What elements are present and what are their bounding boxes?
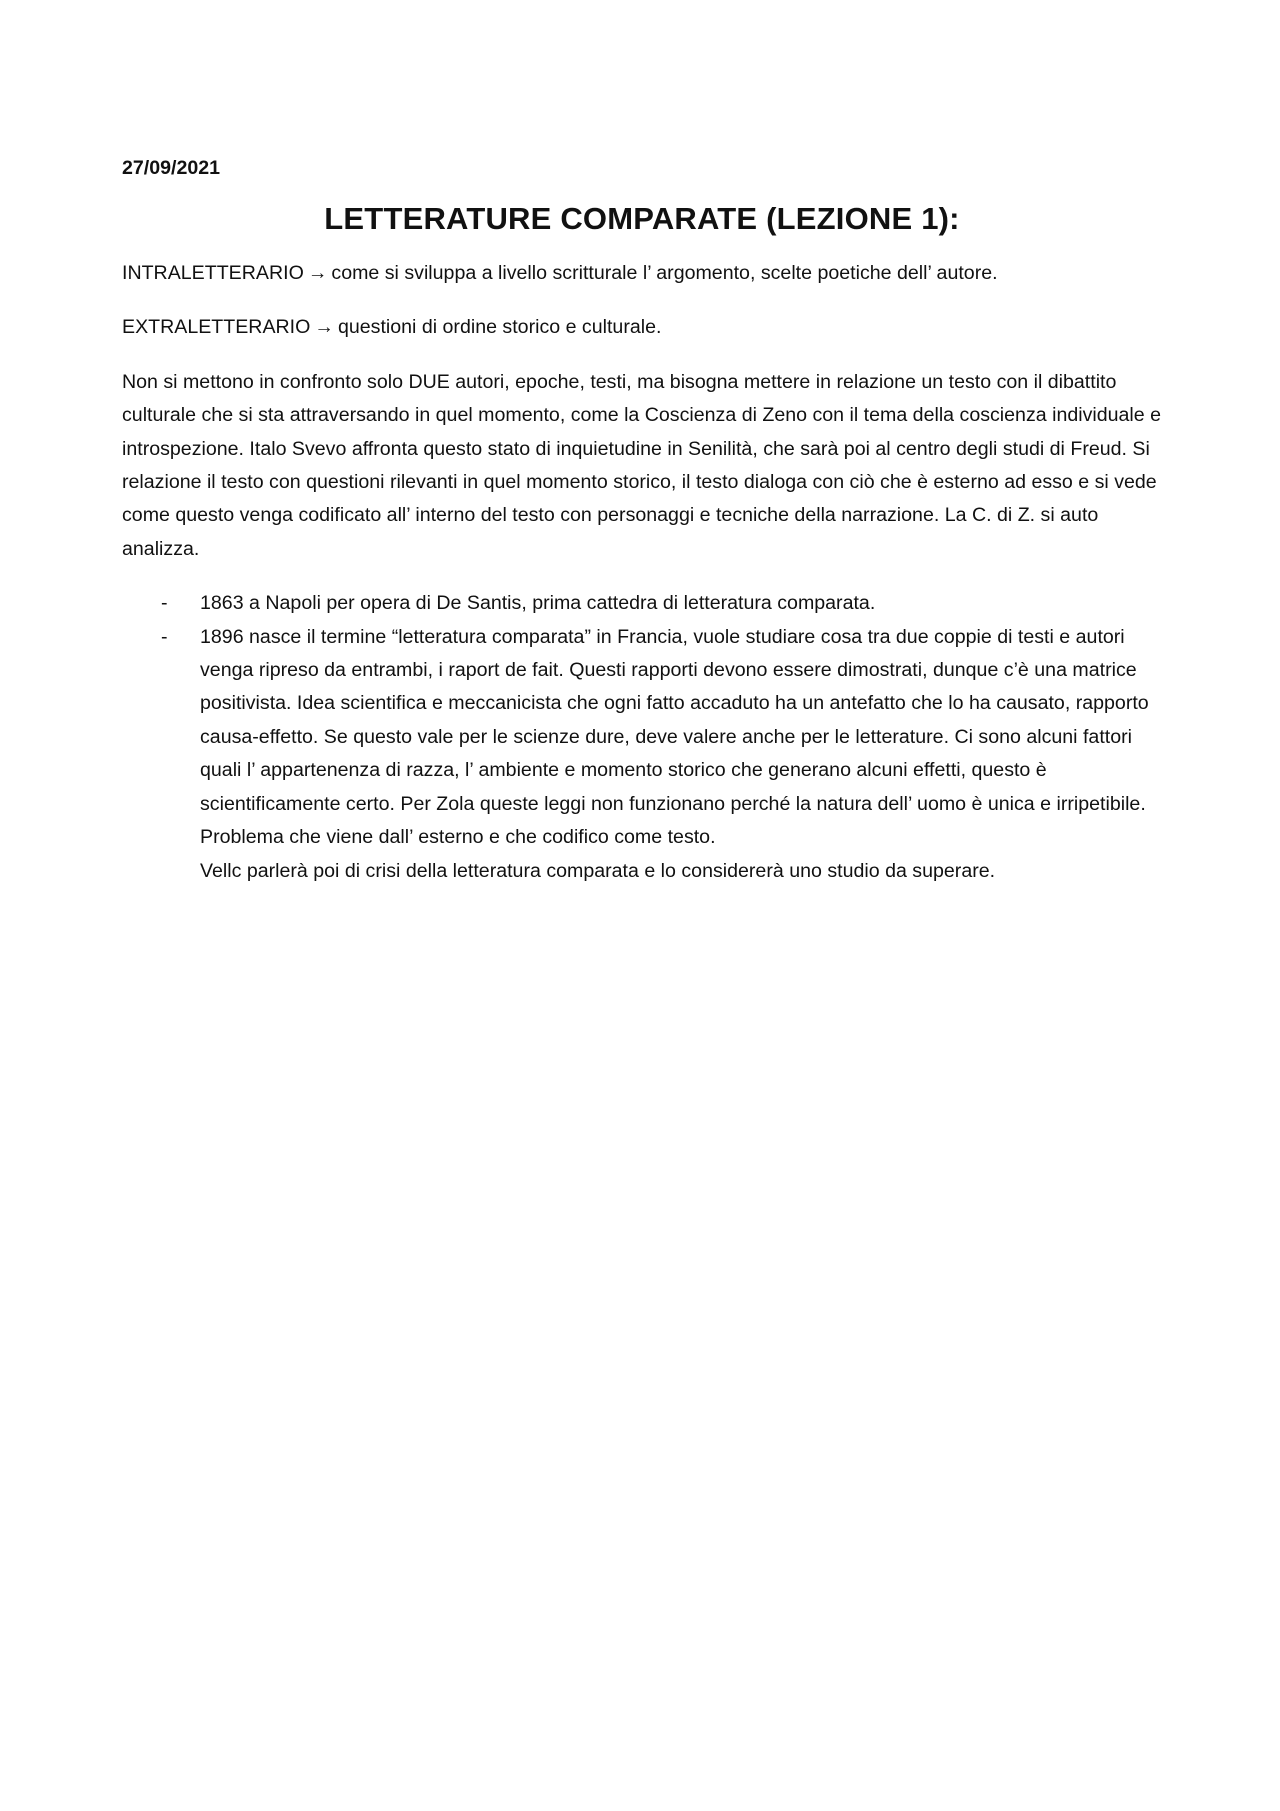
document-content (122, 152, 1162, 888)
bullet-text: 1863 a Napoli per opera di De Santis, prima cattedra di letteratura comparata. (200, 592, 876, 615)
document-date: 27/09/2021 (122, 157, 221, 179)
list-item (122, 587, 1162, 620)
document-title: LETTERATURE COMPARATE (LEZIONE 1): (324, 201, 960, 236)
bullet-text: Problema che viene dall’ esterno e che codifico come testo. (200, 826, 716, 849)
bullet-dash: - (161, 625, 168, 648)
right-arrow-icon: → (314, 316, 334, 339)
bullet-list (122, 587, 1162, 888)
bullet-dash: - (161, 592, 168, 615)
extra-text: questioni di ordine storico e culturale. (337, 316, 662, 339)
right-arrow-icon: → (307, 262, 328, 284)
main-paragraph: Non si mettono in confronto solo DUE autori, epoche, testi, ma bisogna mettere in relazione un testo con il dibattito culturale che si sta attraversando in quel momento, come la Coscienza di Zeno con il tema della coscienza individuale e introspezione. Italo Svevo affronta questo stato di inquietudine in Senilità, che sarà poi al centro degli studi di Freud. Si relazione il testo con questioni rilevanti in quel momento storico, il testo dialoga con ciò che è esterno ad esso e si vede come questo venga codificato all’ interno del testo con personaggi e tecniche della narrazione. La C. di Z. si auto analizza. (122, 370, 1162, 560)
intra-text: come si sviluppa a livello scritturale l’ argomento, scelte poetiche dell’ autore. (331, 262, 998, 284)
bullet-text: 1896 nasce il termine “letteratura comparata” in Francia, vuole studiare cosa tra due coppie di testi e autori venga ripreso da entrambi, i raport de fait. Questi rapporti devono essere dimostrati, dunque c’è una matrice positivista. Idea scientifica e meccanicista che ogni fatto accaduto ha un antefatto che lo ha causato, rapporto causa-effetto. Se questo vale per le scienze dure, deve valere anche per le letterature. Ci sono alcuni fattori quali l’ appartenenza di razza, l’ ambiente e momento storico che generano alcuni effetti, questo è scientificamente certo. Per Zola queste leggi non funzionano perché la natura dell’ uomo è unica e irripetibile. (200, 625, 1149, 815)
extra-definition (122, 311, 1162, 344)
bullet-text: Vellc parlerà poi di crisi della letteratura comparata e lo considererà uno studio da superare. (200, 859, 996, 882)
extra-term: EXTRALETTERARIO (122, 316, 311, 339)
intra-term: INTRALETTERARIO (122, 262, 304, 284)
intra-definition (122, 257, 1162, 290)
list-item (122, 621, 1162, 888)
